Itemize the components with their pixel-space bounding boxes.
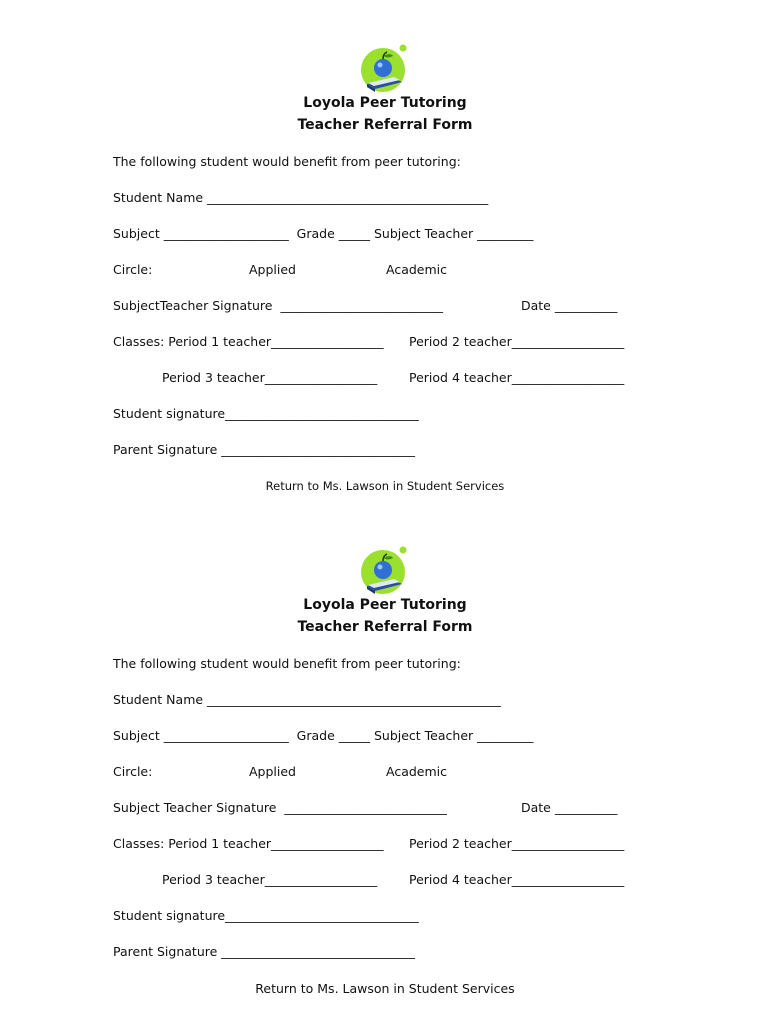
parent-signature-field[interactable]: Parent Signature _______________________________ bbox=[113, 442, 416, 457]
option-academic[interactable]: Academic bbox=[386, 764, 448, 779]
period-1-teacher-field[interactable]: Classes: Period 1 teacher__________________ bbox=[113, 836, 384, 851]
referral-form-2 bbox=[0, 502, 770, 1002]
period-1-teacher-field[interactable]: Classes: Period 1 teacher__________________ bbox=[113, 334, 384, 349]
period-3-teacher-field[interactable]: Period 3 teacher__________________ bbox=[162, 872, 378, 887]
apple-on-book-icon bbox=[358, 42, 412, 96]
period-4-teacher-field[interactable]: Period 4 teacher__________________ bbox=[409, 872, 625, 887]
return-instructions: Return to Ms. Lawson in Student Services bbox=[265, 479, 505, 493]
date-field[interactable]: Date __________ bbox=[521, 800, 618, 815]
period-4-teacher-field[interactable]: Period 4 teacher__________________ bbox=[409, 370, 625, 385]
teacher-signature-field[interactable]: Subject Teacher Signature __________________________ bbox=[113, 800, 447, 815]
referral-form-1 bbox=[0, 0, 770, 500]
intro-text: The following student would benefit from peer tutoring: bbox=[113, 656, 461, 671]
date-field[interactable]: Date __________ bbox=[521, 298, 618, 313]
option-academic[interactable]: Academic bbox=[386, 262, 448, 277]
period-3-teacher-field[interactable]: Period 3 teacher__________________ bbox=[162, 370, 378, 385]
option-applied[interactable]: Applied bbox=[249, 764, 296, 779]
student-name-field[interactable]: Student Name _____________________________________________ bbox=[113, 190, 489, 205]
student-signature-field[interactable]: Student signature_______________________________ bbox=[113, 406, 419, 421]
student-name-field[interactable]: Student Name _______________________________________________ bbox=[113, 692, 501, 707]
parent-signature-field[interactable]: Parent Signature _______________________________ bbox=[113, 944, 416, 959]
teacher-signature-field[interactable]: SubjectTeacher Signature __________________________ bbox=[113, 298, 443, 313]
form-title: Loyola Peer Tutoring bbox=[303, 95, 467, 111]
form-title: Loyola Peer Tutoring bbox=[303, 597, 467, 613]
intro-text: The following student would benefit from peer tutoring: bbox=[113, 154, 461, 169]
circle-label: Circle: bbox=[113, 262, 153, 277]
form-subtitle: Teacher Referral Form bbox=[297, 619, 473, 635]
circle-label: Circle: bbox=[113, 764, 153, 779]
period-2-teacher-field[interactable]: Period 2 teacher__________________ bbox=[409, 334, 625, 349]
apple-on-book-icon bbox=[358, 544, 412, 598]
form-subtitle: Teacher Referral Form bbox=[297, 117, 473, 133]
subject-grade-teacher-fields[interactable]: Subject ____________________ Grade _____ Subject Teacher _________ bbox=[113, 226, 534, 241]
period-2-teacher-field[interactable]: Period 2 teacher__________________ bbox=[409, 836, 625, 851]
subject-grade-teacher-fields[interactable]: Subject ____________________ Grade _____ Subject Teacher _________ bbox=[113, 728, 534, 743]
student-signature-field[interactable]: Student signature_______________________________ bbox=[113, 908, 419, 923]
return-instructions: Return to Ms. Lawson in Student Services bbox=[255, 981, 515, 996]
option-applied[interactable]: Applied bbox=[249, 262, 296, 277]
